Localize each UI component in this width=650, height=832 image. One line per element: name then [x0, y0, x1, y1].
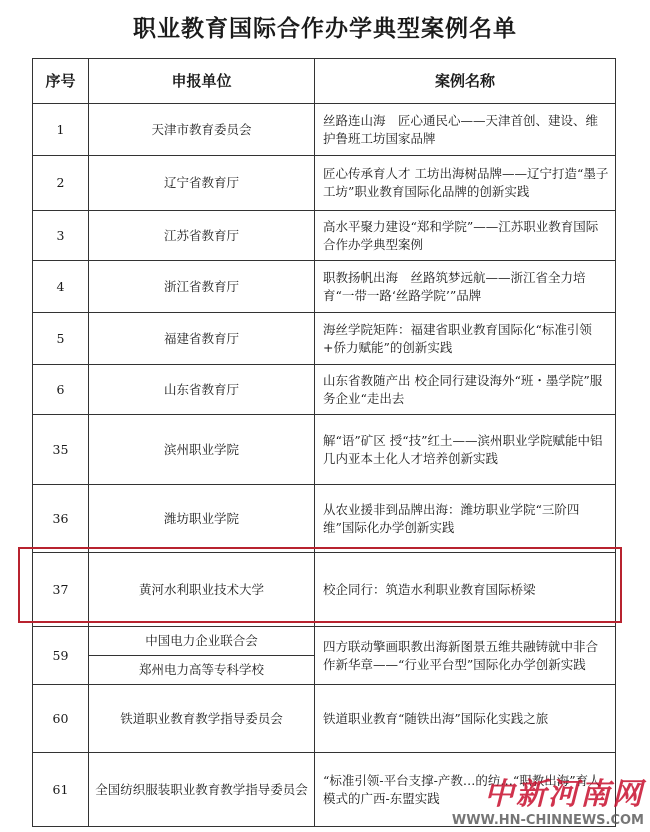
row-case: 山东省教随产出 校企同行建设海外“班・墨学院”服务企业“走出去	[315, 365, 616, 415]
row-unit: 黄河水利职业技术大学	[89, 553, 315, 627]
row-case: 丝路连山海 匠心通民心——天津首创、建设、维护鲁班工坊国家品牌	[315, 104, 616, 156]
row-seq: 35	[33, 415, 89, 485]
table-row	[33, 627, 616, 685]
header-seq: 序号	[33, 59, 89, 104]
row-unit: 福建省教育厅	[89, 313, 315, 365]
header-case: 案例名称	[315, 59, 616, 104]
watermark-url: WWW.HN-CHINNEWS.COM	[451, 813, 644, 828]
row-case: 铁道职业教育“随铁出海”国际化实践之旅	[315, 685, 616, 753]
row-unit: 辽宁省教育厅	[89, 156, 315, 211]
row-case: 职教扬帆出海 丝路筑梦远航——浙江省全力培育“一带一路‘丝路学院’”品牌	[315, 261, 616, 313]
watermark	[452, 769, 644, 828]
table-row	[33, 685, 616, 753]
table-row	[33, 365, 616, 415]
row-case: 高水平聚力建设“郑和学院”——江苏职业教育国际合作办学典型案例	[315, 211, 616, 261]
row-unit: 江苏省教育厅	[89, 211, 315, 261]
table-row	[33, 485, 616, 553]
row-seq: 6	[33, 365, 89, 415]
watermark-logo: 中新河南网	[484, 777, 644, 812]
header-unit: 申报单位	[89, 59, 315, 104]
table-row	[33, 211, 616, 261]
table-row	[33, 415, 616, 485]
row-seq: 61	[33, 753, 89, 827]
table-header-row	[33, 59, 616, 104]
case-list-table	[32, 58, 616, 827]
row-case: 匠心传承育人才 工坊出海树品牌——辽宁打造“墨子工坊”职业教育国际化品牌的创新实践	[315, 156, 616, 211]
row-case: 解“语”矿区 授“技”红土——滨州职业学院赋能中铝几内亚本土化人才培养创新实践	[315, 415, 616, 485]
row-case: 海丝学院矩阵：福建省职业教育国际化“标准引领+侨力赋能”的创新实践	[315, 313, 616, 365]
row-seq: 36	[33, 485, 89, 553]
row-unit: 滨州职业学院	[89, 415, 315, 485]
row-case: 四方联动擎画职教出海新图景五维共融铸就中非合作新华章——“行业平台型”国际化办学创新实践	[315, 627, 616, 685]
row-seq: 2	[33, 156, 89, 211]
row-seq: 5	[33, 313, 89, 365]
row-seq: 59	[33, 627, 89, 685]
row-seq: 3	[33, 211, 89, 261]
table-row	[33, 104, 616, 156]
row-seq: 37	[33, 553, 89, 627]
row-unit: 铁道职业教育教学指导委员会	[89, 685, 315, 753]
row-seq: 4	[33, 261, 89, 313]
row-case: 从农业援非到品牌出海：潍坊职业学院“三阶四维”国际化办学创新实践	[315, 485, 616, 553]
row-unit: 全国纺织服装职业教育教学指导委员会	[89, 753, 315, 827]
row-unit-secondary: 郑州电力高等专科学校	[138, 662, 264, 677]
row-unit: 天津市教育委员会	[89, 104, 315, 156]
table-row	[33, 156, 616, 211]
page-title: 职业教育国际合作办学典型案例名单	[133, 16, 517, 42]
row-unit: 中国电力企业联合会	[89, 627, 314, 656]
highlight-box	[18, 547, 622, 623]
row-unit: 浙江省教育厅	[89, 261, 315, 313]
row-unit-group	[89, 627, 315, 685]
row-unit: 山东省教育厅	[89, 365, 315, 415]
row-seq: 60	[33, 685, 89, 753]
row-case: “标准引领-平台支撑-产教…的纺…“职教出海”育人模式的广西-东盟实践	[315, 753, 616, 827]
table-row	[33, 313, 616, 365]
row-unit: 潍坊职业学院	[89, 485, 315, 553]
table-row	[33, 261, 616, 313]
row-case: 校企同行：筑造水利职业教育国际桥梁	[315, 553, 616, 627]
row-seq: 1	[33, 104, 89, 156]
